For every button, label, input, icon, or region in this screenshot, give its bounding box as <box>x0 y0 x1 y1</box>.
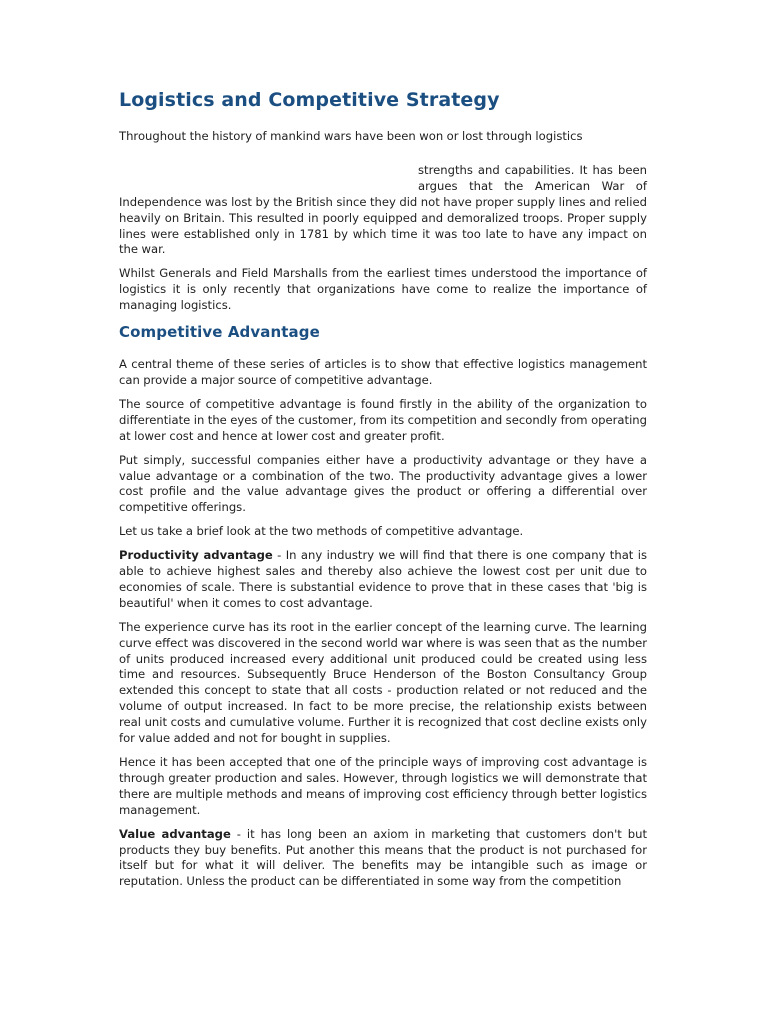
hence-paragraph: Hence it has been accepted that one of the principle ways of improving cost advantage is through greater production and sales. However, through logistics we will demonstrate that there are multiple methods and means of improving cost efficiency through better logistics management. <box>119 755 647 817</box>
source-paragraph: The source of competitive advantage is found firstly in the ability of the organization to differentiate in the eyes of the customer, from its competition and secondly from operating at lower cost and hence at lower cost and greater profit. <box>119 396 647 443</box>
simply-paragraph: Put simply, successful companies either have a productivity advantage or they have a value advantage or a combination of the two. The productivity advantage gives a lower cost profile and the value advantage gives the product or offering a differential over competitive offerings. <box>119 452 647 515</box>
productivity-paragraph <box>119 548 647 612</box>
document-page <box>119 88 647 898</box>
value-lead: Value advantage <box>119 826 231 841</box>
war-paragraph-text: strengths and capabilities. It has been argues that the American War of Independence was lost by the British since they did not have proper supply lines and relied heavily on Britain. This resulted in poorly equipped and demoralized troops. Proper supply lines were established only in 1781 by which time it was too late to have any impact on the war. <box>119 162 647 257</box>
value-text: - it has long been an axiom in marketing that customers don't but products they buy benefits. Put another this means that the product is not purchased for itself but for what it will deliver. The benefits may be intangible such as image or reputation. Unless the product can be differentiated in some way from the competition <box>119 826 647 889</box>
page-title: Logistics and Competitive Strategy <box>119 89 500 111</box>
productivity-lead: Productivity advantage <box>119 548 273 563</box>
generals-paragraph: Whilst Generals and Field Marshalls from the earliest times understood the importance of logistics it is only recently that organizations have come to realize the importance of managing logistics. <box>119 266 647 313</box>
brief-paragraph: Let us take a brief look at the two methods of competitive advantage. <box>119 524 524 539</box>
theme-paragraph: A central theme of these series of articles is to show that effective logistics management can provide a major source of competitive advantage. <box>119 357 647 387</box>
intro-paragraph: Throughout the history of mankind wars have been won or lost through logistics <box>119 129 583 143</box>
section-heading: Competitive Advantage <box>119 323 320 342</box>
experience-paragraph: The experience curve has its root in the earlier concept of the learning curve. The learning curve effect was discovered in the second world war where is was seen that as the number of units produced increased every additional unit produced could be created using less time and resources. Subsequently Bruce Henderson of the Boston Consultancy Group extended this concept to state that all costs - production related or not reduced and the volume of output increased. In fact to be more precise, the relationship exists between real unit costs and cumulative volume. Further it is recognized that cost decline exists only for value added and not for bought in supplies. <box>119 619 647 746</box>
value-paragraph <box>119 827 647 891</box>
productivity-text: - In any industry we will find that there is one company that is able to achieve highest sales and thereby also achieve the lowest cost per unit due to economies of scale. There is substantial evidence to prove that in these cases that 'big is beautiful' when it comes to cost advantage. <box>119 548 647 610</box>
war-paragraph <box>119 163 647 258</box>
image-placeholder-gap <box>119 163 418 193</box>
